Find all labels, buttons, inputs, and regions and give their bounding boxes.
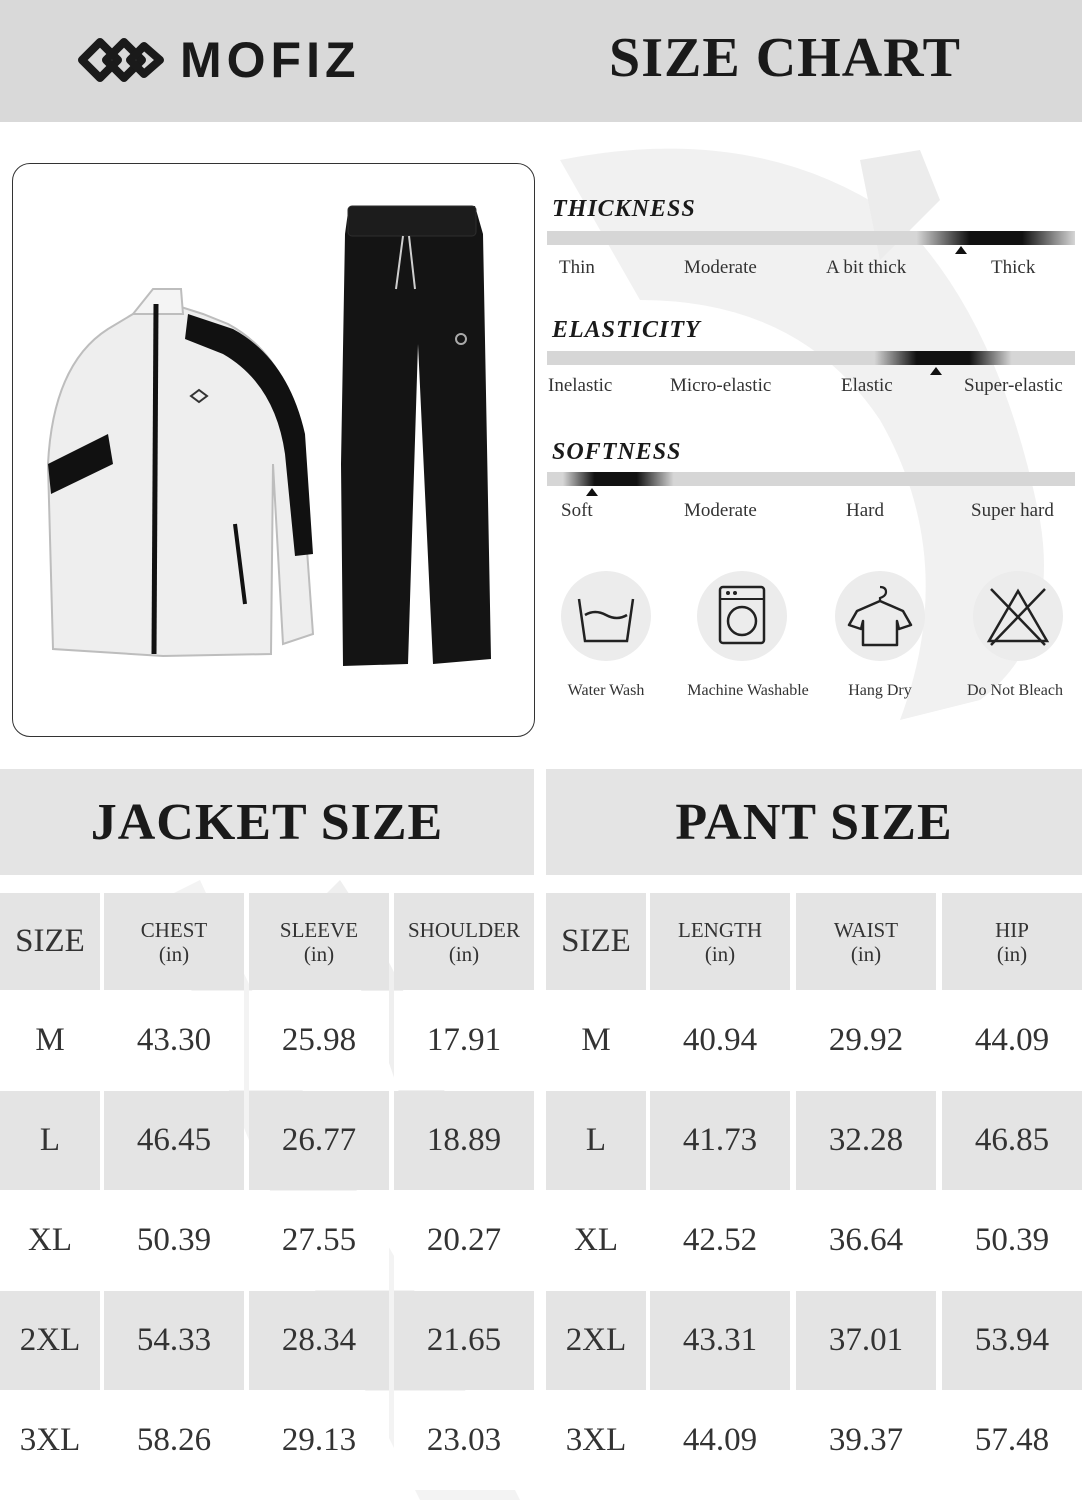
pant-header-size: [546, 893, 646, 990]
jacket-cell: 18.89: [394, 1091, 534, 1190]
pant-cell: 41.73: [650, 1091, 790, 1190]
care-label-hang-dry: Hang Dry: [848, 682, 912, 699]
pant-cell: 40.94: [650, 991, 790, 1090]
pant-header-hip: [942, 893, 1082, 990]
pant-header-label: WAIST: [833, 917, 899, 942]
pant-cell: 44.09: [650, 1391, 790, 1490]
jacket-cell: 20.27: [394, 1191, 534, 1290]
pant-cell: 57.48: [942, 1391, 1082, 1490]
jacket-cell: 23.03: [394, 1391, 534, 1490]
pant-cell: 3XL: [546, 1391, 646, 1490]
elasticity-level-2: Micro-elastic: [670, 375, 772, 396]
pant-cell: 39.37: [796, 1391, 936, 1490]
jacket-header-label: SLEEVE: [279, 917, 359, 942]
jacket-cell: 50.39: [104, 1191, 244, 1290]
pant-cell: 53.94: [942, 1291, 1082, 1390]
pant-cell: 37.01: [796, 1291, 936, 1390]
jacket-cell: 25.98: [249, 991, 389, 1090]
softness-level-1: Soft: [561, 500, 593, 521]
pant-cell: L: [546, 1091, 646, 1190]
pant-cell: 50.39: [942, 1191, 1082, 1290]
jacket-cell: 46.45: [104, 1091, 244, 1190]
pant-header-label: HIP: [995, 917, 1029, 942]
pant-header-unit: (in): [996, 941, 1028, 966]
jacket-cell: 29.13: [249, 1391, 389, 1490]
jacket-header-unit: (in): [158, 941, 190, 966]
jacket-cell: 26.77: [249, 1091, 389, 1190]
softness-title: SOFTNESS: [552, 439, 682, 465]
thickness-level-1: Thin: [559, 257, 595, 278]
pant-header-unit: (in): [704, 941, 736, 966]
pant-cell: M: [546, 991, 646, 1090]
pant-header-label: LENGTH: [678, 917, 762, 942]
jacket-cell: XL: [0, 1191, 100, 1290]
brand-name: MOFIZ: [180, 32, 361, 88]
jacket-cell: 3XL: [0, 1391, 100, 1490]
pant-cell: 36.64: [796, 1191, 936, 1290]
pant-header-length: [650, 893, 790, 990]
jacket-cell: 2XL: [0, 1291, 100, 1390]
softness-level-2: Moderate: [684, 500, 757, 521]
jacket-cell: 21.65: [394, 1291, 534, 1390]
softness-level-3: Hard: [846, 500, 884, 521]
pant-size-banner: PANT SIZE: [546, 769, 1082, 875]
jacket-header-shoulder: [394, 893, 534, 990]
jacket-cell: 17.91: [394, 991, 534, 1090]
jacket-cell: 54.33: [104, 1291, 244, 1390]
pant-header-waist: [796, 893, 936, 990]
pant-cell: 42.52: [650, 1191, 790, 1290]
jacket-cell: 28.34: [249, 1291, 389, 1390]
thickness-level-2: Moderate: [684, 257, 757, 278]
jacket-header-unit: (in): [303, 941, 335, 966]
jacket-header-sleeve: [249, 893, 389, 990]
jacket-cell: M: [0, 991, 100, 1090]
thickness-level-3: A bit thick: [826, 257, 907, 278]
elasticity-level-4: Super-elastic: [964, 375, 1063, 396]
pant-cell: 32.28: [796, 1091, 936, 1190]
pant-header-unit: (in): [850, 941, 882, 966]
care-label-water-wash: Water Wash: [567, 682, 645, 699]
pant-cell: 43.31: [650, 1291, 790, 1390]
elasticity-level-3: Elastic: [841, 375, 893, 396]
jacket-header-size: [0, 893, 100, 990]
elasticity-level-1: Inelastic: [548, 375, 613, 396]
pant-header-label: SIZE: [561, 923, 631, 959]
jacket-cell: 58.26: [104, 1391, 244, 1490]
care-label-machine-washable: Machine Washable: [687, 682, 809, 699]
care-label-do-not-bleach: Do Not Bleach: [967, 682, 1063, 699]
jacket-cell: 27.55: [249, 1191, 389, 1290]
thickness-title: THICKNESS: [552, 196, 696, 222]
jacket-header-chest: [104, 893, 244, 990]
pant-cell: 46.85: [942, 1091, 1082, 1190]
jacket-header-label: CHEST: [140, 917, 208, 942]
jacket-size-banner: JACKET SIZE: [0, 769, 534, 875]
jacket-header-unit: (in): [448, 941, 480, 966]
jacket-cell: 43.30: [104, 991, 244, 1090]
elasticity-title: ELASTICITY: [552, 317, 701, 343]
pant-cell: 44.09: [942, 991, 1082, 1090]
jacket-header-label: SHOULDER: [407, 917, 520, 942]
pant-cell: 29.92: [796, 991, 936, 1090]
softness-level-4: Super hard: [971, 500, 1054, 521]
thickness-level-4: Thick: [991, 257, 1036, 278]
jacket-cell: L: [0, 1091, 100, 1190]
pant-cell: 2XL: [546, 1291, 646, 1390]
jacket-header-label: SIZE: [15, 923, 85, 959]
pant-cell: XL: [546, 1191, 646, 1290]
page-title: SIZE CHART: [609, 27, 961, 89]
